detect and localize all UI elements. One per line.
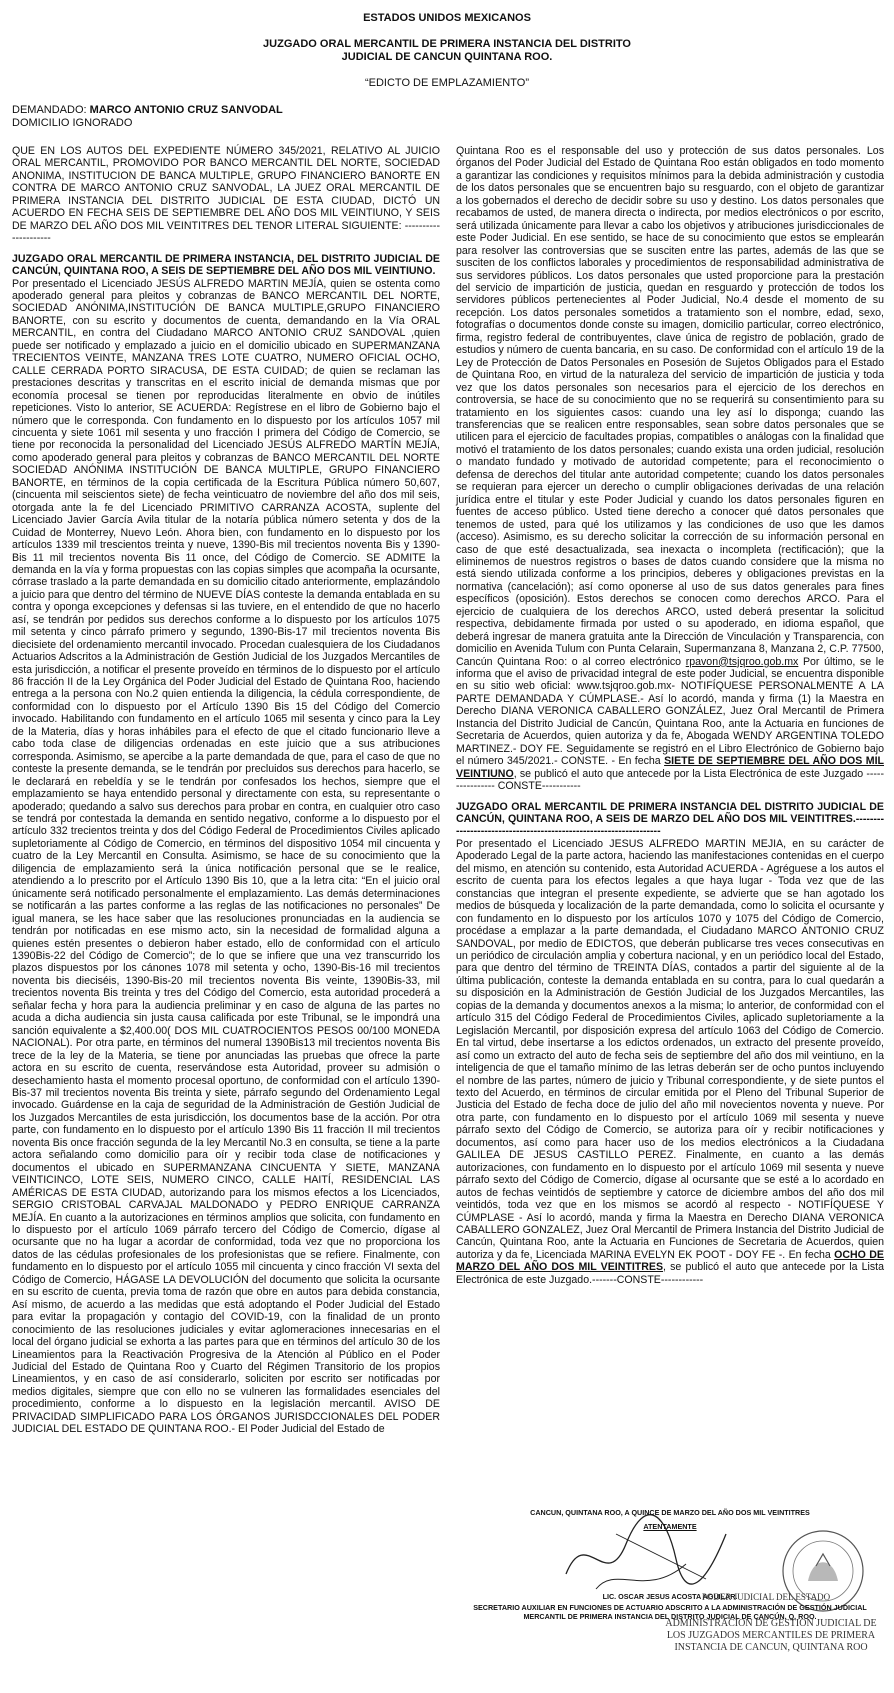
- stamp-line1: PODER JUDICIAL DEL ESTADO: [701, 1592, 831, 1602]
- defendant-line: [12, 104, 283, 117]
- country-heading: ESTADOS UNIDOS MEXICANOS: [363, 12, 531, 24]
- signer-role-line1: SECRETARIO AUXILIAR EN FUNCIONES DE ACTUARIO ADSCRITO A LA ADMINISTRACIÓN DE GESTIÓN JUDICIAL: [473, 1603, 867, 1612]
- first-order-heading: JUZGADO ORAL MERCANTIL DE PRIMERA INSTANCIA, DEL DISTRITO JUDICIAL DE CANCÚN, QUINTANA ROO, A SEIS DE SEPTIEMBRE DEL AÑO DOS MIL VEINTIUNO.: [12, 252, 440, 278]
- domicile-line: DOMICILIO IGNORADO: [12, 117, 133, 129]
- right-column: [456, 145, 884, 1286]
- signature-closing: ATENTAMENTE: [643, 1522, 697, 1531]
- notification-text: Por último, se le informa que el aviso de privacidad integral de este poder Judicial, se encuentra disponible en su sitio web oficial: www.tsjqroo.gob.mx- NOTIFÍQUESE PERSONALMENTE A LA PARTE DEMANDADA Y CÚMPLASE.- Así lo acordó, manda y firma (1) la Maestra en Derecho DIANA VERONICA CABALLERO GONZÁLEZ, Juez Oral Mercantil de Primera Instancia del Distrito Judicial de Cancún, Quintana Roo, ante la Actuaria en funciones de Secretaria de Acuerdos, quien autoriza y da fe, Abogada WENDY ARGENTINA TOLEDO MARTINEZ.- DOY FE. Seguidamente se registró en el Libro Electrónico de Gobierno bajo el número 345/2021.- CONSTE. - En fecha: [456, 655, 884, 768]
- contact-email-link[interactable]: rpavon@tsjqroo.gob.mx: [685, 655, 799, 668]
- court-heading-line2: JUDICIAL DE CANCUN QUINTANA ROO.: [341, 51, 553, 63]
- signature-block: [456, 1496, 884, 1686]
- defendant-name: MARCO ANTONIO CRUZ SANVODAL: [89, 104, 283, 116]
- second-order-paragraph: [456, 838, 884, 1286]
- handwritten-signature: [556, 1504, 736, 1604]
- stamp-line3: LOS JUZGADOS MERCANTILES DE PRIMERA: [666, 1630, 876, 1641]
- edict-title: “EDICTO DE EMPLAZAMIENTO”: [364, 77, 529, 89]
- publication-date-1: SIETE DE SEPTIEMBRE DEL AÑO DOS MIL VEINTIUNO: [456, 755, 884, 780]
- defendant-label: DEMANDADO:: [12, 104, 87, 116]
- second-order-body: Por presentado el Licenciado JESUS ALFREDO MARTIN MEJIA, en su carácter de Apoderado Legal de la parte actora, haciendo las manifestaciones contenidas en el cuerpo del mismo, en atención su contenido, esta Autoridad ACUERDA - Agréguese a los autos el escrito de cuenta para los efectos legales a que haya lugar - Toda vez que de las constancias que integran el presente expediente, se advierte que se han agotado los medios de búsqueda y localización de la parte demandada, como lo solicita el ocursante y con fundamento en lo dispuesto por los artículos 1070 y 1075 del Código de Comercio, procédase a emplazar a la parte demandada, el Ciudadano MARCO ANTONIO CRUZ SANDOVAL, por medio de EDICTOS, que deberán publicarse tres veces consecutivas en un periódico de circulación amplia y cobertura nacional, y en un periódico local del Estado, para que dentro del término de TREINTA DÍAS, contados a partir del siguiente al de la última publicación, conteste la demanda entablada en su contra, para lo cual quedarán a su disposición en la Administración de Gestión Judicial de los Juzgados Mercantiles, las copias de la demanda y documentos anexos a la misma; lo anterior, de conformidad con el artículo 315 del Código Federal de Procedimientos Civiles, aplicado supletoriamente a la Legislación Mercantil, por disposición expresa del artículo 1063 del Código de Comercio. En tal virtud, debe insertarse a los edictos ordenados, un extracto del presente proveído, así como un extracto del auto de fecha seis de septiembre del año dos mil veintiuno, en la inteligencia de que el tamaño mínimo de las letras deberán ser de ocho puntos incluyendo el nombre de las partes, número de juicio y Tribunal correspondiente, y de siete puntos el texto del Acuerdo, en términos de circular emitida por el Pleno del Tribunal Superior de Justicia del Estado de fecha doce de julio del año mil novecientos noventa y nueve. Por otra parte, con fundamento en lo dispuesto por el artículo 1069 mil sesenta y nueve párrafo sexto del Código de Comercio, se autoriza para oír y recibir notificaciones y documentos, así como para hacer uso de los medios electrónicos a la Ciudadana GALILEA DE JESUS CASTILLO PEREZ. Finalmente, en cuanto a las demás autorizaciones, con fundamento en lo dispuesto por el artículo 1069 mil sesenta y nueve párrafo sexto del Código de Comercio, dígase al ocursante que se esté a lo acordado en autos de fechas veintidós de septiembre y catorce de diciembre ambos del año dos mil veintidós, toda vez que en los mismos se acordó al respecto - NOTIFÍQUESE Y CÚMPLASE - Así lo acordó, manda y firma la Maestra en Derecho DIANA VERONICA CABALLERO GONZALEZ, Juez Oral Mercantil de Primera Instancia del Distrito Judicial de Cancún, Quintana Roo, ante la Actuaria en Funciones de Secretaria de Acuerdos, quien autoriza y da fe, Licenciada MARINA EVELYN EK POOT - DOY FE -. En fecha: [456, 837, 884, 1261]
- intro-paragraph: QUE EN LOS AUTOS DEL EXPEDIENTE NÚMERO 345/2021, RELATIVO AL JUICIO ORAL MERCANTIL, PROMOVIDO POR BANCO MERCANTIL DEL NORTE, SOCIEDAD ANONIMA, INSTITUCION DE BANCA MULTIPLE, GRUPO FINANCIERO BANORTE EN CONTRA DE MARCO ANTONIO CRUZ SANVODAL, LA JUEZ ORAL MERCANTIL DE PRIMERA INSTANCIA DEL DISTRITO JUDICIAL DE ESTA CIUDAD, DICTÓ UN ACUERDO EN FECHA SEIS DE SEPTIEMBRE DEL AÑO DOS MIL VEINTIUNO, Y SEIS DE MARZO DEL AÑO DOS MIL VEINTITRES DEL TENOR LITERAL SIGUIENTE: ---------------------: [12, 145, 440, 245]
- stamp-line2: ADMINISTRACION DE GESTION JUDICIAL DE: [665, 1618, 877, 1629]
- privacy-notice-paragraph: [456, 145, 884, 793]
- court-heading-line1: JUZGADO ORAL MERCANTIL DE PRIMERA INSTANCIA DEL DISTRITO: [263, 38, 631, 50]
- signer-name: LIC. OSCAR JESUS ACOSTA AGUILAR.: [602, 1592, 738, 1601]
- signer-role-line2: MERCANTIL DE PRIMERA INSTANCIA DEL DISTRITO JUDICIAL DE CANCÚN, Q. ROO.: [523, 1612, 817, 1621]
- signature-place-date: CANCUN, QUINTANA ROO, A QUINCE DE MARZO DEL AÑO DOS MIL VEINTITRES: [530, 1508, 810, 1517]
- left-column: [12, 145, 440, 1436]
- publication-note-1: , se publicó el auto que antecede por la Lista Electrónica de este Juzgado ---------------- CONSTE-----------: [456, 767, 884, 793]
- first-order-body: Por presentado el Licenciado JESÚS ALFREDO MARTIN MEJÍA, quien se ostenta como apoderado general para pleitos y cobranzas de BANCO MERCANTIL DEL NORTE, SOCIEDAD ANÓNIMA,INSTITUCIÓN DE BANCA MULTIPLE,GRUPO FINANCIERO BANORTE, con su escrito y documentos de cuenta, demandando en la Vía ORAL MERCANTIL, en contra del Ciudadano MARCO ANTONIO CRUZ SANDOVAL ,quien puede ser notificado y emplazado a juicio en el domicilio ubicado en SUPERMANZANA TRECIENTOS VEINTE, MANZANA TRES LOTE CUATRO, NUMERO OFICIAL OCHO, CALLE CERRADA PORTO SIRACUSA, DE ESTA CUIDAD; de quien se reclaman las prestaciones descritas y transcritas en el escrito inicial de demanda mismas que por economía procesal se tienen por reproducidas literalmente en obvio de inútiles repeticiones. Visto lo anterior, SE ACUERDA: Regístrese en el libro de Gobierno bajo el número que le corresponda. Con fundamento en lo dispuesto por los artículos 1057 mil cincuenta y siete 1061 mil sesenta y uno fracción I primera del Código de Comercio, se tiene por reconocida la personalidad del Licenciado JESÚS ALFREDO MARTÍN MEJÍA, como apoderado general para pleitos y cobranzas de BANCO MERCANTIL DEL NORTE SOCIEDAD ANÓNIMA INSTITUCIÓN DE BANCA MULTIPLE, GRUPO FINANCIERO BANORTE, en términos de la copia certificada de la Escritura Pública número 50,607,(cincuenta mil seiscientos siete) de fecha veinticuatro de noviembre del año dos mil seis, otorgada ante la fe del Licenciado PRIMITIVO CARRANZA ACOSTA, suplente del Licenciado Javier García Avila titular de la notaría pública número setenta y dos de la Cuidad de Monterrey, Nuevo León. Ahora bien, con fundamento en lo dispuesto por los artículos 1339 mil trescientos treinta y nueve, 1390-Bis mil trecientos noventa Bis y 1390-Bis 11 mil trecientos noventa Bis 11 once, del Código de Comercio. SE ADMITE la demanda en la vía y forma propuestas con las copias simples que acompaña la ocursante, córrase traslado a la parte demandada en su domicilio citado anteriormente, emplazándolo a juicio para que dentro del término de NUEVE DÍAS conteste la demanda entablada en su contra y oponga excepciones y defensas si las tuviere, en el entendido de que no hacerlo así, se tendrán por pedidos sus derechos conforme a lo dispuesto por los artículos 1075 mil setenta y cinco párrafo primero y segundo, 1390-Bis-17 mil trecientos noventa Bis diecisiete del ordenamiento mercantil invocado. Procedan cualesquiera de los Ciudadanos Actuarios Adscritos a la Administración de Gestión Judicial de los Juzgados Mercantiles de esta jurisdicción, a notificar el presente proveído en términos de lo dispuesto por el artículo 86 fracción II de la Ley Orgánica del Poder Judicial del Estado de Quintana Roo, haciendo entrega a la persona con No.2 quien entienda la diligencia, la cédula correspondiente, de conformidad con lo dispuesto por el Artículo 1390 Bis 15 del Código del Comercio invocado. Habilitando con fundamento en el artículo 1065 mil sesenta y cinco para la Ley de la Materia, días y horas inhábiles para el efecto de que el citado funcionario lleve a cabo toda clase de diligencias ordenadas en este juicio que a sus atribuciones corresponda. Asimismo, se apercibe a la parte demandada de que, para el caso de que no conteste la presente demanda, se le tendrán por precluidos sus derechos para hacerlo, se le declarará en rebeldía y se le tendrán por confesados los hechos, siempre que el emplazamiento se haya entendido personal y directamente con esta, su representante o apoderado; quedando a salvo sus derechos para probar en contra, en cualquier otro caso se tendrá por contestada la demanda en sentido negativo, conforme a lo dispuesto por el artículo 332 trecientos treinta y dos del Código Federal de Procedimientos Civiles aplicado supletoriamente al Código de Comercio, en términos del dispositivo 1054 mil cincuenta y cuatro de la Ley Mercantil en Consulta. Asimismo, se hace de su conocimiento que la diligencia de emplazamiento será la única notificación personal que se le realice, atendiendo a lo prescrito por el Artículo 1390 Bis 10, que a la letra cita: “En el juicio oral únicamente será notificado personalmente el emplazamiento. Las demás determinaciones se notificarán a las partes conforme a las reglas de las notificaciones no personales” De igual manera, se les hace saber que las resoluciones pronunciadas en la audiencia se tendrán por notificadas en ese mismo acto, sin la necesidad de formalidad alguna a quienes estén presentes o debieron haber estado, ello de conformidad con el artículo 1390Bis-22 del Código de Comercio”; de lo que se infiere que una vez transcurrido los plazos dispuestos por los cánones 1078 mil setenta y ocho, 1390-Bis-16 mil trecientos noventa bis dieciséis, 1390-Bis-20 mil trecientos noventa Bis veinte, 1390Bis-33, mil trecientos noventa Bis treinta y tres del Código del Comercio, esta autoridad procederá a señalar fecha y hora para la audiencia preliminar y en caso de alguna de las partes no acuda a dicha audiencia sin justa causa calificada por este Tribunal, se le impondrá una sanción equivalente a $2,400.00( DOS MIL CUATROCIENTOS PESOS 00/100 MONEDA NACIONAL). Por otra parte, en términos del numeral 1390Bis13 mil trecientos noventa Bis trece de la ley de la Materia, se tiene por anunciadas las pruebas que ofrece la parte actora en su escrito de cuenta, reservándose esta Autoridad, proveer su admisión o desechamiento hasta el momento procesal oportuno, de conformidad con el artículo 1390-Bis-37 mil trecientos noventa Bis treinta y siete, párrafo segundo del Ordenamiento Legal invocado. Guárdense en la caja de seguridad de la Administración de Gestión Judicial de los Juzgados Mercantiles de esta jurisdicción, los documentos base de la acción. Por otra parte, con fundamento en lo dispuesto por el artículo 1390 Bis 11 fracción II mil trecientos noventa Bis once fracción segunda de la ley Mercantil No.3 en consulta, se tiene a la parte actora señalando como domicilio para oír y recibir toda clase de notificaciones y documentos el ubicado en SUPERMANZANA CINCUENTA Y SIETE, MANZANA VEINTICINCO, LOTE SEIS, NUMERO CINCO, CALLE HAITÍ, RESIDENCIAL LAS AMÉRICAS DE ESTA CIUDAD, autorizando para los mismos efectos a los Licenciados, SERGIO CRISTOBAL CARVAJAL MALDONADO y PEDRO ENRIQUE CARRANZA MEJÍA. En cuanto a la autorizaciones en términos amplios que solicita, con fundamento en lo dispuesto por el artículo 1069 párrafo tercero del Código de Comercio, dígase al ocursante que no ha lugar a acordar de conformidad, toda vez que no proporciona los datos de las cédulas profesionales de los profesionistas que se refiere. Finalmente, con fundamento en lo dispuesto por el artículo 1055 mil cincuenta y cinco fracción VI sexta del Código de Comercio, HÁGASE LA DEVOLUCIÓN del documento que solicita la ocursante en su escrito de cuenta, previa toma de razón que obre en autos para debida constancia, Así mismo, de acuerdo a las medidas que está adoptando el Poder Judicial del Estado para evitar la propagación y contagio del COVID-19, con la finalidad de un pronto conocimiento de las resoluciones judiciales y evitar aglomeraciones innecesarias en el local del órgano judicial se exhorta a las partes para que en términos del artículo 30 de los Lineamientos para la Reactivación Progresiva de la Atención al Público en el Poder Judicial del Estado de Quintana Roo y Cuarto del Régimen Transitorio de los propios Lineamientos, y en caso de así considerarlo, soliciten por escrito ser notificadas por medios digitales, siempre que con ello no se vulneren las formalidades esenciales del procedimiento, conforme a lo dispuesto en la legislación mercantil. AVISO DE PRIVACIDAD SIMPLIFICADO PARA LOS ÓRGANOS JURISDCCIONALES DEL PODER JUDICIAL DEL ESTADO DE QUINTANA ROO.- El Poder Judicial del Estado de: [12, 277, 440, 1436]
- publication-note-2: , se publicó el auto que antecede por la Lista Electrónica de este Juzgado.-------CONSTE------------: [456, 1261, 884, 1286]
- publication-date-2: OCHO DE MARZO DEL AÑO DOS MIL VEINTITRES: [456, 1248, 884, 1274]
- privacy-text: Quintana Roo es el responsable del uso y protección de sus datos personales. Los órganos del Poder Judicial del Estado de Quintana Roo están obligados en todo momento a garantizar las condiciones y requisitos mínimos para la debida administración y custodia de los datos personales que se encuentren bajo su resguardo, con el objeto de garantizar a los gobernados el derecho de decidir sobre su uso y destino. Los datos personales que recabamos de usted, de manera directa o indirecta, por medios electrónicos o por escrito, será utilizada únicamente para llevar a cabo los objetivos y atribuciones jurisdiccionales de este Poder Judicial. En ese sentido, se hace de su conocimiento que estos se emplearán para resolver las controversias que se susciten entre las partes, además de las que se susciten de los conflictos laborales y procedimientos de responsabilidad administrativa de sus servidores públicos. Los datos personales que usted proporcione para la prestación del servicio de impartición de justicia, quedan en resguardo y protección de todos los servidores públicos pertenecientes al Poder Judicial, No.4 desde el momento de su recepción. Los datos personales sometidos a tratamiento son el nombre, edad, sexo, fotografías o documentos donde conste su imagen, domicilio particular, correo electrónico, firma, registro federal de contribuyentes, clave única de registro de población, grado de estudios y número de cuenta bancaria, en su caso. De conformidad con el artículo 19 de la Ley de Protección de Datos Personales en Posesión de Sujetos Obligados para el Estado de Quintana Roo, en virtud de la naturaleza del servicio de impartición de justicia y toda vez que los datos personales son necesarios para el ejercicio de los derechos en controversia, se hace de su conocimiento que no se requerirá su consentimiento para su tratamiento en los siguientes casos: cuando una ley así lo disponga; cuando las transferencias que se realicen entre responsables, sean sobre datos personales que se utilicen para el ejercicio de facultades propias, compatibles o análogas con la finalidad que motivó el tratamiento de los datos personales; cuando exista una orden judicial, resolución o mandato fundado y motivado de autoridad competente; para el reconocimiento o defensa de derechos del titular ante autoridad competente; cuando los datos personales se requieran para ejercer un derecho o cumplir obligaciones derivadas de una relación jurídica entre el titular y este Poder Judicial y cuando los datos personales figuren en fuentes de acceso público. Usted tiene derecho a conocer qué datos personales que tenemos de usted, para qué los utilizamos y las condiciones de uso que les damos (acceso). Asimismo, es su derecho solicitar la corrección de su información personal en caso de que esté desactualizada, sea inexacta o incompleta (rectificación); que la eliminemos de nuestros registros o bases de datos cuando considere que la misma no está siendo utilizada conforme a los principios, deberes y obligaciones previstas en la normativa (cancelación); así como oponerse al uso de sus datos generales para fines específicos (oposición). Estos derechos se conocen como derechos ARCO. Para el ejercicio de cualquiera de los derechos ARCO, usted deberá presentar la solicitud respectiva, debidamente firmada por usted o su apoderado, en idioma español, que deberá ingresar de manera gratuita ante la Dirección de Vinculación y Transparencia, con domicilio en Avenida Tulum con Punta Celarain, Supermanzana 8, Manzana 2, C.P. 77500, Cancún Quintana Roo: o al correo electrónico: [456, 145, 884, 668]
- second-order-heading: JUZGADO ORAL MERCANTIL DE PRIMERA INSTANCIA DEL DISTRITO JUDICIAL DE CANCÚN, QUINTANA ROO, A SEIS DE MARZO DEL AÑO DOS MIL VEINTITRES.------------------------------------------------------------------: [456, 800, 884, 838]
- stamp-line4: INSTANCIA DE CANCUN, QUINTANA ROO: [674, 1642, 868, 1653]
